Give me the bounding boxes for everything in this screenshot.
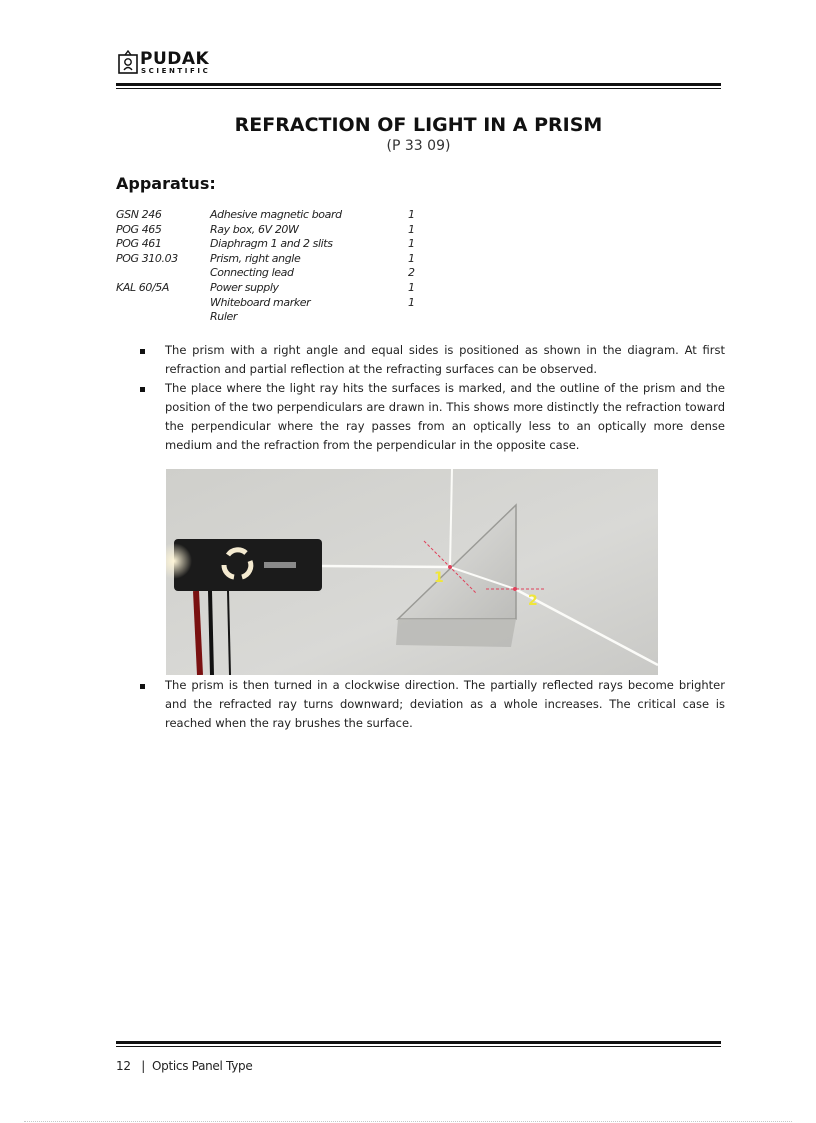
apparatus-heading: Apparatus: xyxy=(116,174,216,193)
black-cable xyxy=(210,591,212,675)
apparatus-quantity: 1 xyxy=(408,295,415,309)
apparatus-quantity: 1 xyxy=(408,222,415,236)
header-rule-thin xyxy=(116,88,721,89)
brand-name: PUDAK xyxy=(140,49,210,69)
apparatus-code: POG 465 xyxy=(116,222,162,236)
apparatus-row xyxy=(116,237,436,252)
red-cable xyxy=(196,591,200,675)
bullet-icon xyxy=(140,349,145,354)
footer-rule-thick xyxy=(116,1041,721,1044)
bullet-icon xyxy=(140,387,145,392)
incidence-point-1 xyxy=(448,565,452,569)
apparatus-row xyxy=(116,296,436,311)
apparatus-quantity: 1 xyxy=(408,208,415,221)
incident-ray xyxy=(322,566,450,567)
document-code: (P 33 09) xyxy=(386,138,451,154)
apparatus-description: Connecting lead xyxy=(210,266,294,280)
apparatus-quantity: 1 xyxy=(408,251,415,265)
brand-logo xyxy=(116,48,236,80)
procedure-text: The place where the light ray hits the surfaces is marked, and the outline of the prism and the position of the two perpendiculars are drawn in. This shows more distinctly the refraction toward the perpendicular where the ray passes from an optically less to an optically more dense medium and the refraction from the perpendicular in the opposite case. xyxy=(165,381,725,452)
experiment-photo xyxy=(166,469,658,675)
apparatus-row xyxy=(116,223,436,238)
apparatus-row xyxy=(116,266,436,281)
apparatus-description: Prism, right angle xyxy=(210,251,301,265)
document-title: REFRACTION OF LIGHT IN A PRISM xyxy=(234,114,603,136)
brand-subtitle: SCIENTIFIC xyxy=(141,67,211,75)
prism-base xyxy=(396,619,516,647)
apparatus-description: Adhesive magnetic board xyxy=(210,208,342,221)
apparatus-description: Power supply xyxy=(210,280,279,294)
pudak-logo-icon xyxy=(118,50,138,74)
apparatus-row xyxy=(116,208,436,223)
incidence-point-2 xyxy=(513,587,517,591)
apparatus-code: GSN 246 xyxy=(116,208,162,221)
apparatus-description: Ruler xyxy=(210,310,237,324)
apparatus-code: POG 461 xyxy=(116,237,162,251)
procedure-list xyxy=(140,341,725,455)
apparatus-description: Ray box, 6V 20W xyxy=(210,222,299,236)
bullet-icon xyxy=(140,684,145,689)
apparatus-description: Whiteboard marker xyxy=(210,295,311,309)
ray-box-slit xyxy=(264,562,296,568)
page-number: 12 xyxy=(116,1059,131,1073)
apparatus-quantity: 1 xyxy=(408,237,415,251)
footer-separator: | xyxy=(141,1059,145,1073)
ray-box xyxy=(174,539,322,591)
apparatus-list xyxy=(116,208,436,325)
footer-section: Optics Panel Type xyxy=(152,1059,253,1073)
procedure-step xyxy=(140,341,725,379)
header-rule-thick xyxy=(116,83,721,86)
label-point-1: 1 xyxy=(434,570,444,586)
apparatus-quantity: 1 xyxy=(408,280,415,294)
procedure-text: The prism is then turned in a clockwise direction. The partially reflected rays become brighter and the refracted ray turns downward; deviation as a whole increases. The critical case is reached when the ray brushes the surface. xyxy=(165,678,725,730)
procedure-step xyxy=(140,676,725,733)
apparatus-row xyxy=(116,252,436,267)
label-point-2: 2 xyxy=(528,593,538,609)
apparatus-row xyxy=(116,281,436,296)
procedure-text: The prism with a right angle and equal sides is positioned as shown in the diagram. At first refraction and partial reflection at the refracting surfaces can be observed. xyxy=(165,343,725,376)
page-bottom-edge xyxy=(24,1121,792,1122)
apparatus-row xyxy=(116,310,436,325)
procedure-list-continued xyxy=(140,676,725,733)
apparatus-code: POG 310.03 xyxy=(116,251,178,265)
page-footer xyxy=(116,1059,252,1073)
apparatus-description: Diaphragm 1 and 2 slits xyxy=(210,237,333,251)
footer-rule-thin xyxy=(116,1046,721,1047)
procedure-step xyxy=(140,379,725,455)
apparatus-quantity: 2 xyxy=(408,266,415,280)
apparatus-code: KAL 60/5A xyxy=(116,280,169,294)
page-header xyxy=(116,48,721,92)
